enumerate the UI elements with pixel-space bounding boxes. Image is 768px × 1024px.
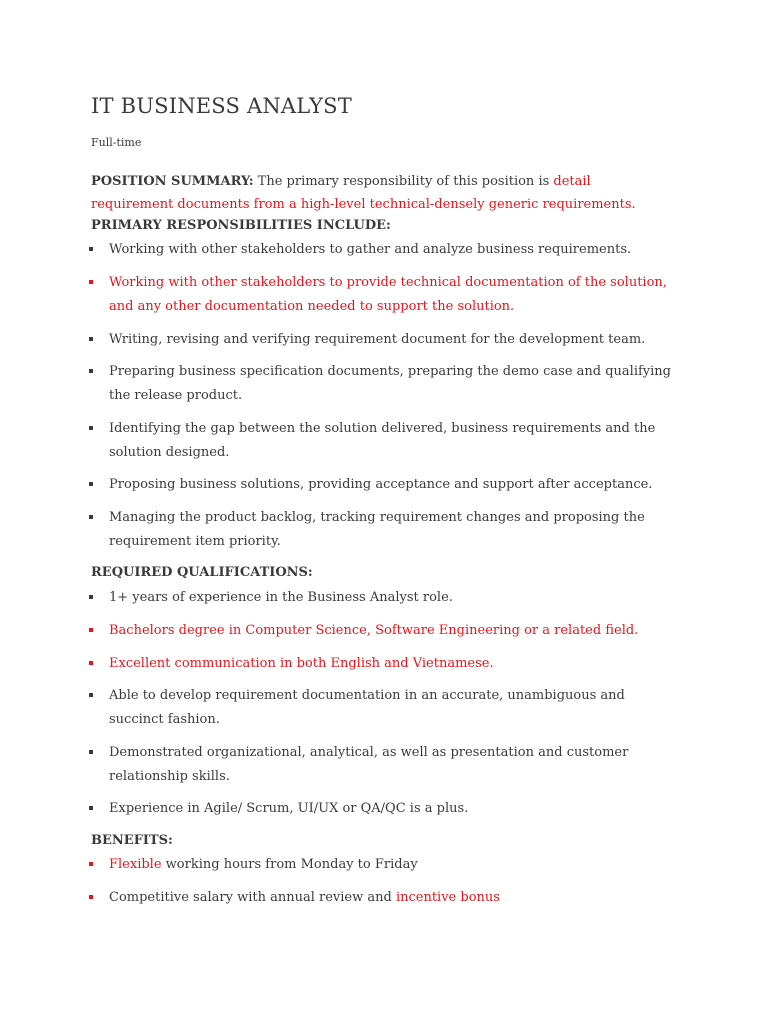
list-item: [89, 797, 679, 821]
list-item-text: Working with other stakeholders to provide technical documentation of the solution, and any other documentation needed to support the solution.: [109, 275, 667, 314]
summary-label: POSITION SUMMARY:: [91, 174, 254, 189]
benefit-highlight: Flexible: [109, 857, 162, 872]
list-item: [89, 417, 679, 464]
list-item: [89, 360, 679, 407]
position-summary: [91, 170, 651, 216]
list-item: [89, 619, 679, 643]
list-item: [89, 238, 679, 262]
list-item-text: Excellent communication in both English and Vietnamese.: [109, 656, 494, 671]
summary-highlight: detail requirement documents from a high-level technical-densely generic requirements.: [91, 174, 636, 212]
list-item: [89, 328, 679, 352]
bullet-icon: [89, 280, 93, 284]
list-item: [89, 652, 679, 676]
list-item-text: Managing the product backlog, tracking requirement changes and proposing the requirement item priority.: [109, 510, 645, 549]
bullet-icon: [89, 337, 93, 341]
bullet-icon: [89, 369, 93, 373]
benefits-heading: BENEFITS:: [91, 833, 173, 848]
bullet-icon: [89, 515, 93, 519]
bullet-icon: [89, 628, 93, 632]
bullet-icon: [89, 750, 93, 754]
list-item-text: Demonstrated organizational, analytical, as well as presentation and customer relationship skills.: [109, 745, 629, 784]
benefit-highlight: incentive bonus: [395, 890, 500, 905]
list-item: [89, 473, 679, 497]
list-item-text: Proposing business solutions, providing acceptance and support after acceptance.: [109, 477, 653, 492]
list-item: [89, 886, 679, 910]
list-item-text: [109, 886, 679, 910]
bullet-icon: [89, 426, 93, 430]
list-item: [89, 506, 679, 553]
bullet-icon: [89, 595, 93, 599]
list-item-text: 1+ years of experience in the Business Analyst role.: [109, 590, 453, 605]
bullet-icon: [89, 482, 93, 486]
list-item: [89, 271, 679, 318]
bullet-icon: [89, 247, 93, 251]
list-item-text: Able to develop requirement documentation in an accurate, unambiguous and succinct fashion.: [109, 688, 625, 727]
bullet-icon: [89, 895, 93, 899]
list-item-text: [109, 853, 679, 877]
bullet-icon: [89, 661, 93, 665]
list-item-text: Working with other stakeholders to gather and analyze business requirements.: [109, 242, 632, 257]
list-item: [89, 741, 679, 788]
benefit-text: Competitive salary with annual review and: [109, 890, 396, 905]
list-item: [89, 684, 679, 731]
responsibilities-heading: PRIMARY RESPONSIBILITIES INCLUDE:: [91, 218, 391, 233]
bullet-icon: [89, 862, 93, 866]
list-item-text: Experience in Agile/ Scrum, UI/UX or QA/QC is a plus.: [109, 801, 469, 816]
qualifications-heading: REQUIRED QUALIFICATIONS:: [91, 565, 313, 580]
benefit-text: working hours from Monday to Friday: [161, 857, 418, 872]
list-item: [89, 586, 679, 610]
list-item-text: Preparing business specification documents, preparing the demo case and qualifying the release product.: [109, 364, 671, 403]
bullet-icon: [89, 806, 93, 810]
list-item-text: Writing, revising and verifying requirement document for the development team.: [109, 332, 646, 347]
list-item-text: Identifying the gap between the solution delivered, business requirements and the solution designed.: [109, 421, 656, 460]
bullet-icon: [89, 693, 93, 697]
page-title: IT BUSINESS ANALYST: [91, 94, 352, 118]
employment-type: Full-time: [91, 136, 142, 149]
list-item-text: Bachelors degree in Computer Science, Software Engineering or a related field.: [109, 623, 639, 638]
list-item: [89, 853, 679, 877]
summary-text: The primary responsibility of this position is: [253, 174, 554, 189]
